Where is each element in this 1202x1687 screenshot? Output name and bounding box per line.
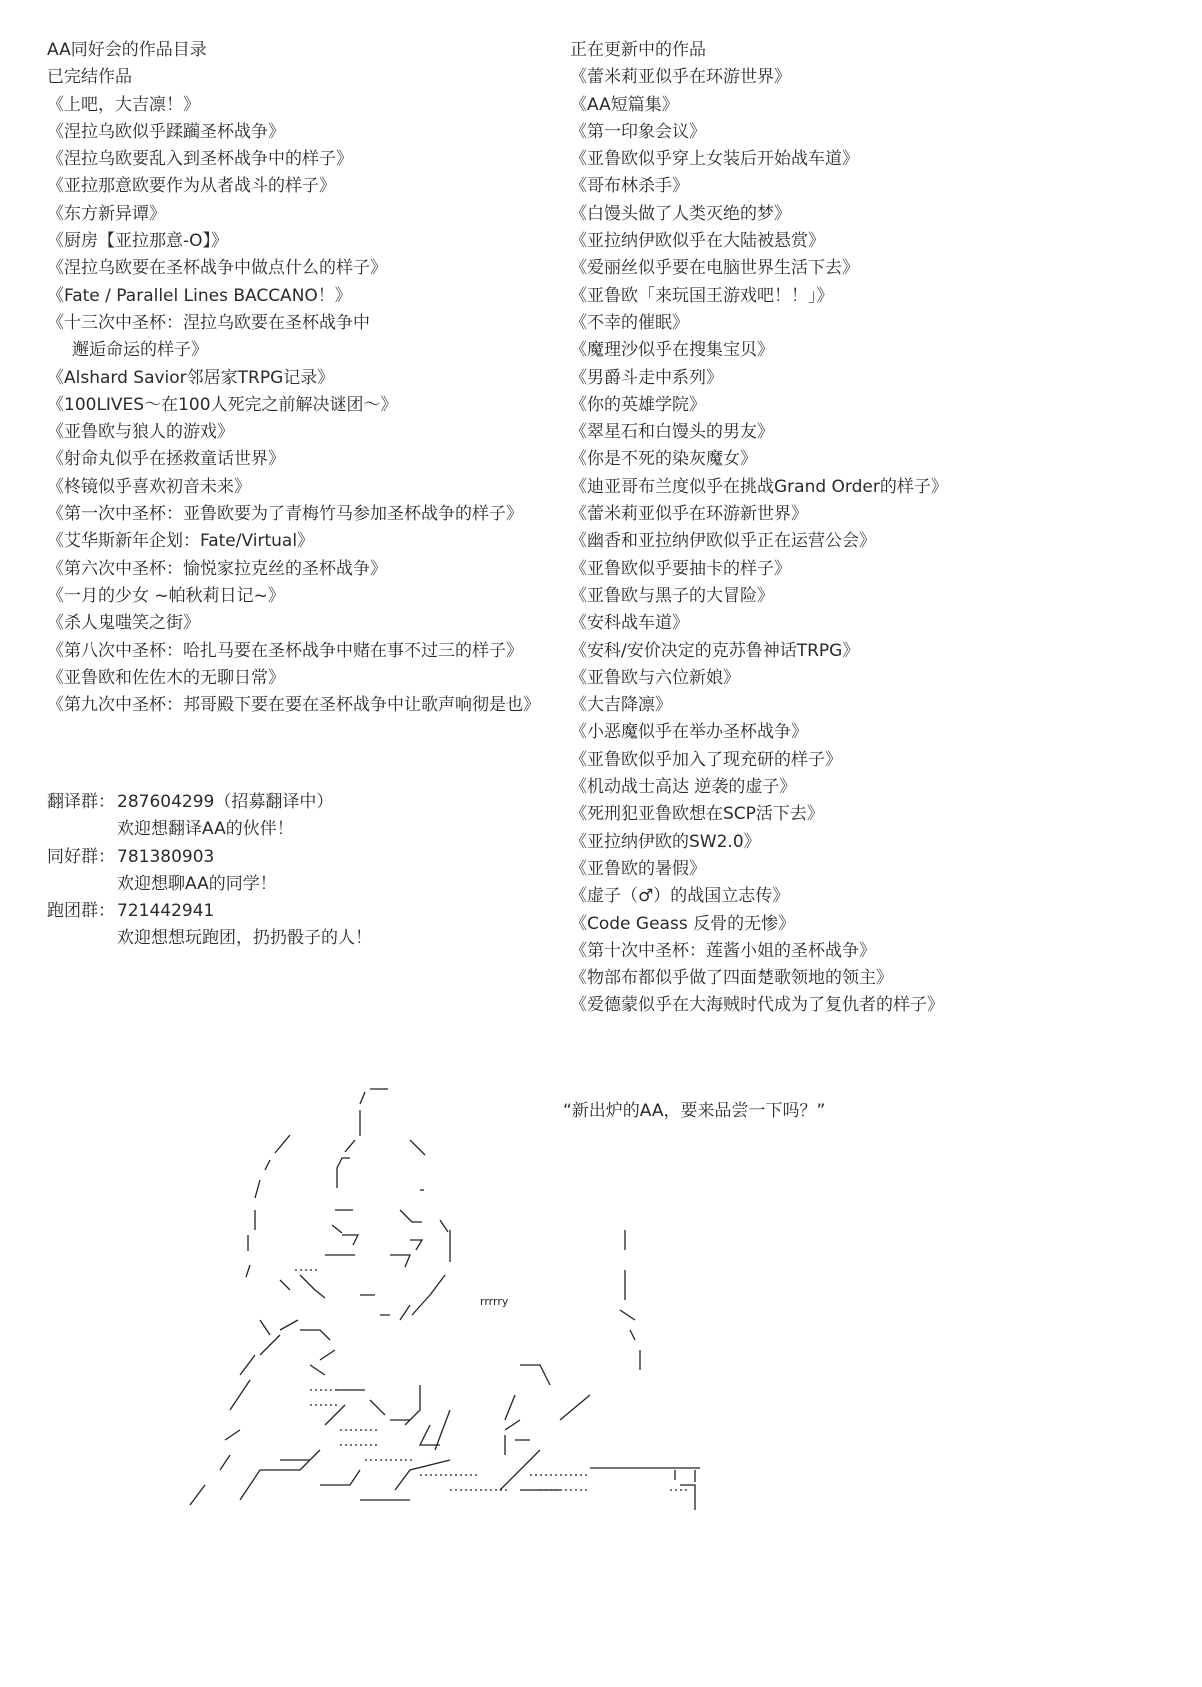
work-title: 《一月的少女 ~帕秋莉日记~》 (47, 585, 285, 606)
work-title: 《厨房【亚拉那意-O】》 (47, 231, 229, 252)
work-title: 《虚子（♂）的战国立志传》 (570, 886, 790, 907)
work-title: 《艾华斯新年企划：Fate/Virtual》 (47, 531, 315, 552)
work-title: 《魔理沙似乎在搜集宝贝》 (570, 340, 774, 361)
work-title: 《翠星石和白馒头的男友》 (570, 422, 774, 443)
work-title: 《第八次中圣杯：哈扎马要在圣杯战争中赌在事不过三的样子》 (47, 640, 523, 661)
work-title: 《亚拉那意欧要作为从者战斗的样子》 (47, 176, 336, 197)
completed-heading: 已完结作品 (47, 67, 132, 88)
work-title: 《第九次中圣杯：邦哥殿下要在要在圣杯战争中让歌声响彻是也》 (47, 695, 540, 716)
work-title: 《杀人鬼嗤笑之街》 (47, 613, 200, 634)
work-title: 《亚鲁欧与黑子的大冒险》 (570, 585, 774, 606)
group-number: 287604299（招募翻译中） (117, 792, 334, 812)
group-label: 同好群： (47, 846, 115, 867)
work-title: 《第一次中圣杯：亚鲁欧要为了青梅竹马参加圣杯战争的样子》 (47, 504, 523, 525)
work-title: 《蕾米莉亚似乎在环游世界》 (570, 67, 791, 88)
work-title: 《亚拉纳伊欧似乎在大陆被悬赏》 (570, 231, 825, 252)
work-title: 邂逅命运的样子》 (72, 340, 208, 361)
work-title: 《亚鲁欧与六位新娘》 (570, 667, 740, 688)
work-title: 《你的英雄学院》 (570, 394, 706, 415)
work-title: 《迪亚哥布兰度似乎在挑战Grand Order的样子》 (570, 476, 948, 497)
group-note: 欢迎想想玩跑团，扔扔骰子的人！ (117, 928, 372, 949)
work-title: 《Alshard Savior邻居家TRPG记录》 (47, 367, 335, 388)
work-title: 《大吉降凛》 (570, 695, 672, 716)
work-title: 《安科战车道》 (570, 613, 689, 634)
work-title: 《Fate / Parallel Lines BACCANO！》 (47, 285, 352, 306)
work-title: 《小恶魔似乎在举办圣杯战争》 (570, 722, 808, 743)
ongoing-list (570, 64, 948, 1019)
group-label: 跑团群： (47, 901, 115, 922)
completed-list (47, 92, 540, 720)
work-title: 《亚鲁欧似乎要抽卡的样子》 (570, 558, 791, 579)
work-title: 《东方新异谭》 (47, 203, 166, 224)
work-title: 《上吧，大吉凛！》 (47, 94, 200, 115)
catalog-title: AA同好会的作品目录 (47, 40, 207, 60)
work-title: 《射命丸似乎在拯救童话世界》 (47, 449, 285, 470)
completed-column (47, 37, 540, 719)
work-title: 《爱德蒙似乎在大海贼时代成为了复仇者的样子》 (570, 995, 944, 1016)
work-title: 《亚鲁欧的暑假》 (570, 858, 706, 879)
ongoing-heading: 正在更新中的作品 (570, 40, 706, 60)
work-title: 《亚鲁欧和佐佐木的无聊日常》 (47, 667, 285, 688)
work-title: 《100LIVES～在100人死完之前解决谜团～》 (47, 394, 398, 415)
work-title: 《第六次中圣杯：愉悦家拉克丝的圣杯战争》 (47, 558, 387, 579)
work-title: 《安科/安价决定的克苏鲁神话TRPG》 (570, 640, 860, 661)
group-trpg (47, 898, 372, 953)
group-note: 欢迎想翻译AA的伙伴！ (117, 819, 294, 840)
sfx-text: rrrrry (480, 1295, 509, 1308)
work-title: 《亚拉纳伊欧的SW2.0》 (570, 831, 761, 852)
work-title: 《柊镜似乎喜欢初音未来》 (47, 476, 251, 497)
work-title: 《幽香和亚拉纳伊欧似乎正在运营公会》 (570, 531, 876, 552)
work-title: 《物部布都似乎做了四面楚歌领地的领主》 (570, 968, 893, 989)
group-label: 翻译群： (47, 792, 115, 812)
work-title: 《蕾米莉亚似乎在环游新世界》 (570, 504, 808, 525)
work-title: 《第十次中圣杯：莲酱小姐的圣杯战争》 (570, 940, 876, 961)
work-title: 《涅拉乌欧要在圣杯战争中做点什么的样子》 (47, 258, 387, 279)
work-title: 《白馒头做了人类灭绝的梦》 (570, 203, 791, 224)
work-title: 《你是不死的染灰魔女》 (570, 449, 757, 470)
group-translation (47, 789, 372, 844)
work-title: 《爱丽丝似乎要在电脑世界生活下去》 (570, 258, 859, 279)
work-title: 《亚鲁欧似乎穿上女装后开始战车道》 (570, 149, 859, 170)
work-title: 《哥布林杀手》 (570, 176, 689, 197)
work-title: 《死刑犯亚鲁欧想在SCP活下去》 (570, 804, 824, 825)
work-title: 《男爵斗走中系列》 (570, 367, 723, 388)
group-note: 欢迎想聊AA的同学！ (117, 873, 277, 894)
group-number: 781380903 (117, 846, 215, 867)
work-title: 《Code Geass 反骨的无惨》 (570, 913, 796, 934)
work-title: 《亚鲁欧「来玩国王游戏吧！！」》 (570, 285, 834, 306)
work-title: 《十三次中圣杯：涅拉乌欧要在圣杯战争中 (47, 312, 370, 333)
speech-quote: “新出炉的AA，要来品尝一下吗？” (563, 1101, 826, 1121)
group-fans (47, 844, 372, 899)
work-title: 《第一印象会议》 (570, 121, 706, 142)
ongoing-column (570, 37, 948, 1020)
work-title: 《亚鲁欧与狼人的游戏》 (47, 422, 234, 443)
group-number: 721442941 (117, 901, 215, 922)
group-contacts (47, 789, 372, 953)
work-title: 《机动战士高达 逆袭的虚子》 (570, 777, 797, 798)
work-title: 《涅拉乌欧要乱入到圣杯战争中的样子》 (47, 149, 353, 170)
work-title: 《亚鲁欧似乎加入了现充研的样子》 (570, 749, 842, 770)
work-title: 《涅拉乌欧似乎蹂躏圣杯战争》 (47, 121, 285, 142)
ascii-art-illustration (120, 1030, 740, 1510)
work-title: 《不幸的催眠》 (570, 312, 689, 333)
work-title: 《AA短篇集》 (570, 94, 679, 115)
